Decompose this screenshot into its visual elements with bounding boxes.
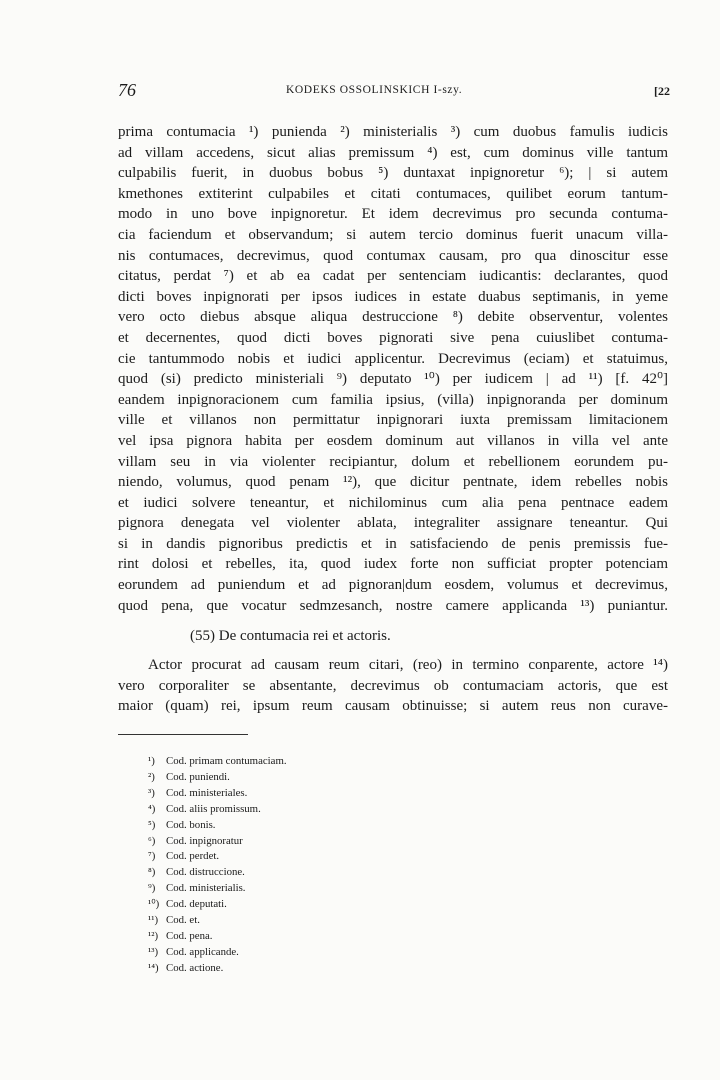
footnote-text: Cod. inpignoratur [166,834,243,847]
footnote [148,818,287,834]
text-line: dicti boves inpignorati per ipsos iudices in estate duabus septimanis, in yeme [118,288,668,305]
text-line: villam seu in via violenter recipiantur, dolum et rebellionem eorundem pu- [118,453,668,470]
footnote-mark: ¹³) [148,945,159,958]
text-line: kmethones extiterint culpabiles et citati contumaces, quilibet eorum tantum- [118,185,668,202]
text-line: Actor procurat ad causam reum citari, (reo) in termino conparente, actore ¹⁴) [148,657,668,673]
footnote-text: Cod. applicande. [166,945,239,958]
text-line: nis contumaces, decrevimus, quod contumax causam, pro qua dinoscitur esse [118,247,668,264]
footnote [148,945,287,961]
footnote-mark: ¹⁰) [148,898,160,911]
footnote-mark: ⁶) [148,834,156,847]
footnote-mark: ¹⁴) [148,961,159,974]
text-line: eorundem ad puniendum et ad pignoran|dum eosdem, volumus et decrevimus, [118,577,668,594]
text-line: si in dandis pignoribus predictis et in satisfaciendo de penis premissis fue- [118,535,668,552]
footnote [148,770,287,786]
footnote-text: Cod. distruccione. [166,866,245,879]
text-line: prima contumacia ¹) punienda ²) ministerialis ³) cum duobus famulis iudicis [118,124,668,140]
footnote-text: Cod. deputati. [166,898,227,911]
text-line: niendo, volumus, quod penam ¹²), que dicitur pentnate, idem rebelles nobis [118,474,668,491]
page-header [118,80,670,102]
footnote-mark: ¹²) [148,929,159,942]
text-line: citatus, perdat ⁷) et ab ea cadat per sentenciam iudicantis: declarantes, quod [118,268,668,285]
footnote-mark: ⁵) [148,818,156,831]
footnote-divider [118,734,248,735]
footnote [148,881,287,897]
footnote-text: Cod. et. [166,914,200,927]
footnote [148,834,287,850]
text-line: culpabilis fuerit, in duobus bobus ⁵) duntaxat inpignoretur ⁶); | si autem [118,165,668,182]
footnote-text: Cod. bonis. [166,818,216,831]
text-line: rint dolosi et rebelles, ita, quod iudex forte non sufficiat propter potenciam [118,556,668,573]
footnote-text: Cod. aliis promissum. [166,802,261,815]
footnote [148,754,287,770]
text-line: quod pena, que vocatur sedmzesanch, nostre camere applicanda ¹³) puniantur. [118,597,668,614]
footnote-text: Cod. puniendi. [166,770,230,783]
bracket-number: [22 [654,84,670,98]
footnote-text: Cod. pena. [166,929,213,942]
text-line: ville et villanos non permittatur inpignorari iuxta premissam limitacionem [118,412,668,429]
text-line: et iudici solvere teneantur, et nichilominus cum alia pena pentnace eadem [118,494,668,511]
text-line: ad villam accedens, sicut alias premissum ⁴) est, cum dominus ville tantum [118,144,668,161]
text-line: vel ipsa pignora habita per eosdem dominum aut villanos in villa vel ante [118,432,668,449]
text-line: vero octo diebus absque aliqua destruccione ⁸) debite observentur, volentes [118,309,668,326]
footnote [148,786,287,802]
footnote-mark: ⁷) [148,850,156,863]
footnotes-list [148,754,287,977]
text-line: maior (quam) rei, ipsum reum causam obtinuisse; si autem reus non curave- [118,698,668,715]
footnote [148,929,287,945]
text-line: modo in uno bove inpignoretur. Et idem decrevimus pro secunda contuma- [118,206,668,223]
footnote-text: Cod. perdet. [166,850,220,863]
text-line: quod (si) predicto ministeriali ⁹) deputato ¹⁰) per iudicem | ad ¹¹) [f. 42⁰] [118,371,668,388]
paragraph-2 [118,655,668,717]
footnote-mark: ¹¹) [148,914,159,927]
running-title: KODEKS OSSOLINSKICH I-szy. [286,84,463,96]
footnote-mark: ⁸) [148,866,156,879]
footnote [148,897,287,913]
text-line: eandem inpignoracionem cum familia ipsius, (villa) inpignoranda per dominum [118,391,668,408]
footnote-mark: ¹) [148,755,155,767]
text-line: vero corporaliter se absentante, decrevimus ob contumaciam actoris, que est [118,677,668,694]
footnote-mark: ⁴) [148,802,156,815]
footnote [148,802,287,818]
footnote-text: Cod. ministerialis. [166,882,246,895]
footnote-mark: ⁹) [148,882,156,895]
text-line: cia faciendum et observandum; si autem tercio dominus fuerit unacum villa- [118,226,668,243]
footnote [148,913,287,929]
footnote [148,865,287,881]
footnote [148,961,287,977]
page-number: 76 [118,80,136,100]
footnote [148,849,287,865]
footnote-text: Cod. ministeriales. [166,786,248,799]
text-line: cie tantummodo nobis et iudici applicentur. Decrevimus (eciam) et statuimus, [118,350,668,367]
text-line: et decernentes, quod dicti boves pignorati sive pena cuiuslibet contuma- [118,329,668,346]
footnote-text: Cod. actione. [166,961,224,974]
footnote-text: Cod. primam contumaciam. [166,755,287,767]
section-heading: (55) De contumacia rei et actoris. [190,628,391,644]
footnote-mark: ²) [148,770,155,783]
text-line: pignora denegata vel violenter ablata, integraliter assignare teneantur. Qui [118,515,668,532]
footnote-mark: ³) [148,786,155,799]
paragraph-1 [118,122,668,616]
